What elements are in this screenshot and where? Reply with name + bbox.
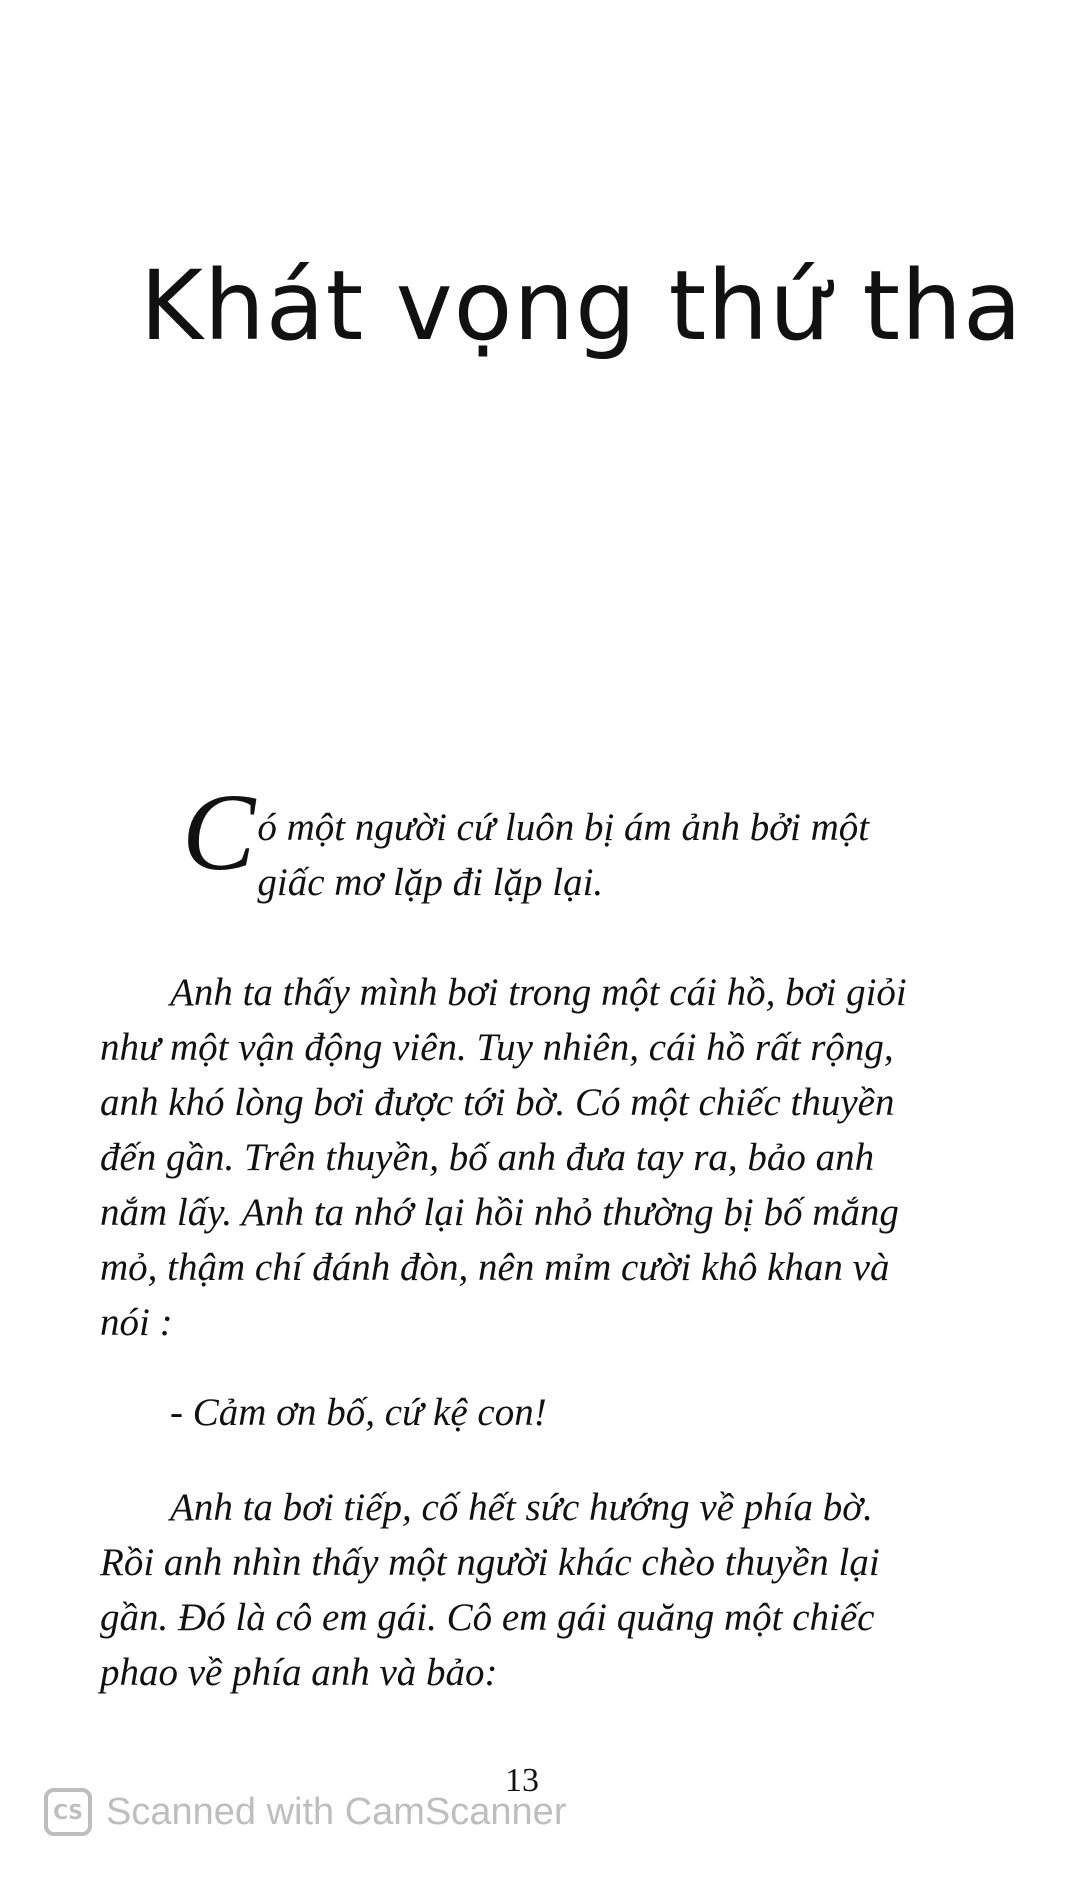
paragraph-2: Anh ta thấy mình bơi trong một cái hồ, bơi giỏi như một vận động viên. Tuy nhiên, cái hồ rất rộng, anh khó lòng bơi được tới bờ. Có một chiếc thuyền đến gần. Trên thuyền, bố anh đưa tay ra, bảo anh nắm lấy. Anh ta nhớ lại hồi nhỏ thường bị bố mắng mỏ, thậm chí đánh đòn, nên mỉm cười khô khan và nói : [100, 971, 907, 1344]
page-number: 13 [505, 1762, 539, 1799]
drop-cap: C [182, 771, 256, 893]
paragraph-1 [100, 771, 930, 910]
chapter-title: Khát vọng thứ tha [140, 250, 1023, 362]
paragraph-1-text: ó một người cứ luôn bị ám ảnh bởi một giấc mơ lặp đi lặp lại. [257, 806, 870, 904]
watermark-text: Scanned with CamScanner [106, 1790, 567, 1833]
paragraph-3-dialogue: - Cảm ơn bố, cứ kệ con! [170, 1391, 547, 1434]
paragraph-4: Anh ta bơi tiếp, cố hết sức hướng về phía bờ. Rồi anh nhìn thấy một người khác chèo thuyền lại gần. Đó là cô em gái. Cô em gái quăng một chiếc phao về phía anh và bảo: [100, 1486, 880, 1694]
camscanner-logo-icon: CS [44, 1788, 92, 1836]
camscanner-watermark [44, 1788, 566, 1836]
